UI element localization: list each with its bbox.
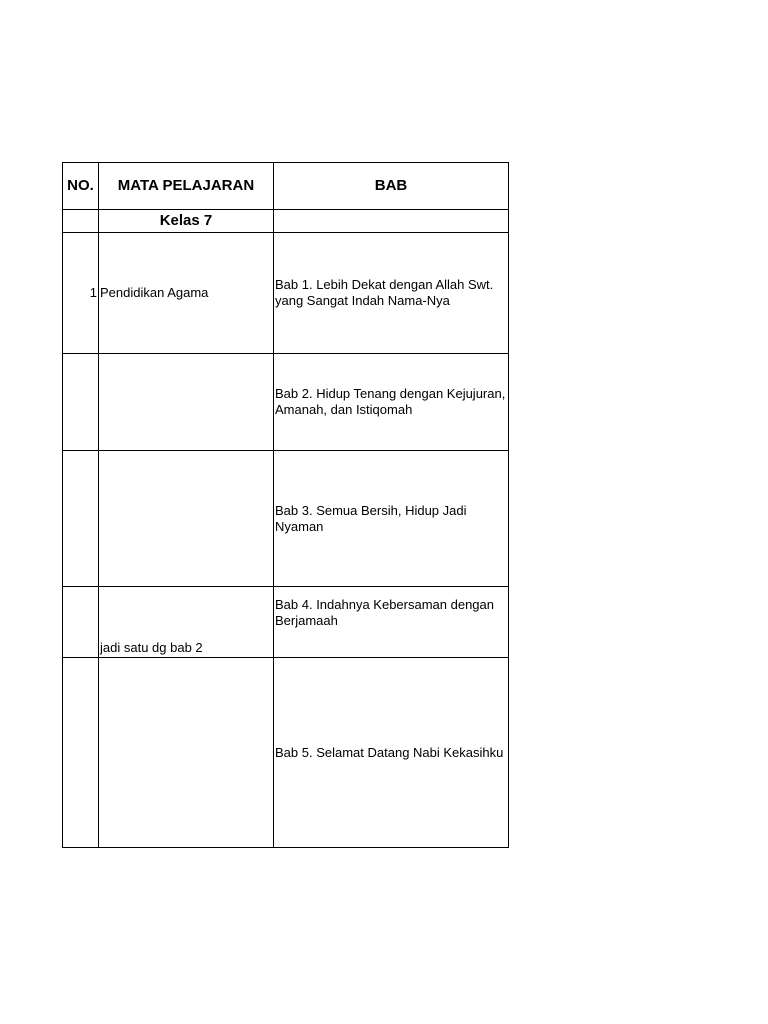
header-bab: BAB [274,163,509,210]
row-mata-pelajaran: jadi satu dg bab 2 [99,587,274,658]
row-bab: Bab 4. Indahnya Kebersaman dengan Berjamaah [274,587,509,658]
kelas-bab-cell [274,210,509,233]
table-row [63,354,509,451]
row-bab: Bab 5. Selamat Datang Nabi Kekasihku [274,658,509,848]
header-row [63,163,509,210]
header-no: NO. [63,163,99,210]
row-bab: Bab 2. Hidup Tenang dengan Kejujuran, Amanah, dan Istiqomah [274,354,509,451]
kelas-no-cell [63,210,99,233]
header-mata-pelajaran: MATA PELAJARAN [99,163,274,210]
table-row [63,658,509,848]
table-row [63,587,509,658]
row-no [63,451,99,587]
row-bab: Bab 1. Lebih Dekat dengan Allah Swt. yang Sangat Indah Nama-Nya [274,233,509,354]
row-mata-pelajaran [99,658,274,848]
kelas-row [63,210,509,233]
lesson-table [62,162,509,848]
row-no [63,587,99,658]
row-no [63,658,99,848]
row-no: 1 [63,233,99,354]
table-row [63,451,509,587]
row-bab: Bab 3. Semua Bersih, Hidup Jadi Nyaman [274,451,509,587]
table-row [63,233,509,354]
kelas-label: Kelas 7 [99,210,274,233]
row-mata-pelajaran: Pendidikan Agama [99,233,274,354]
row-no [63,354,99,451]
row-mata-pelajaran [99,451,274,587]
row-mata-pelajaran [99,354,274,451]
